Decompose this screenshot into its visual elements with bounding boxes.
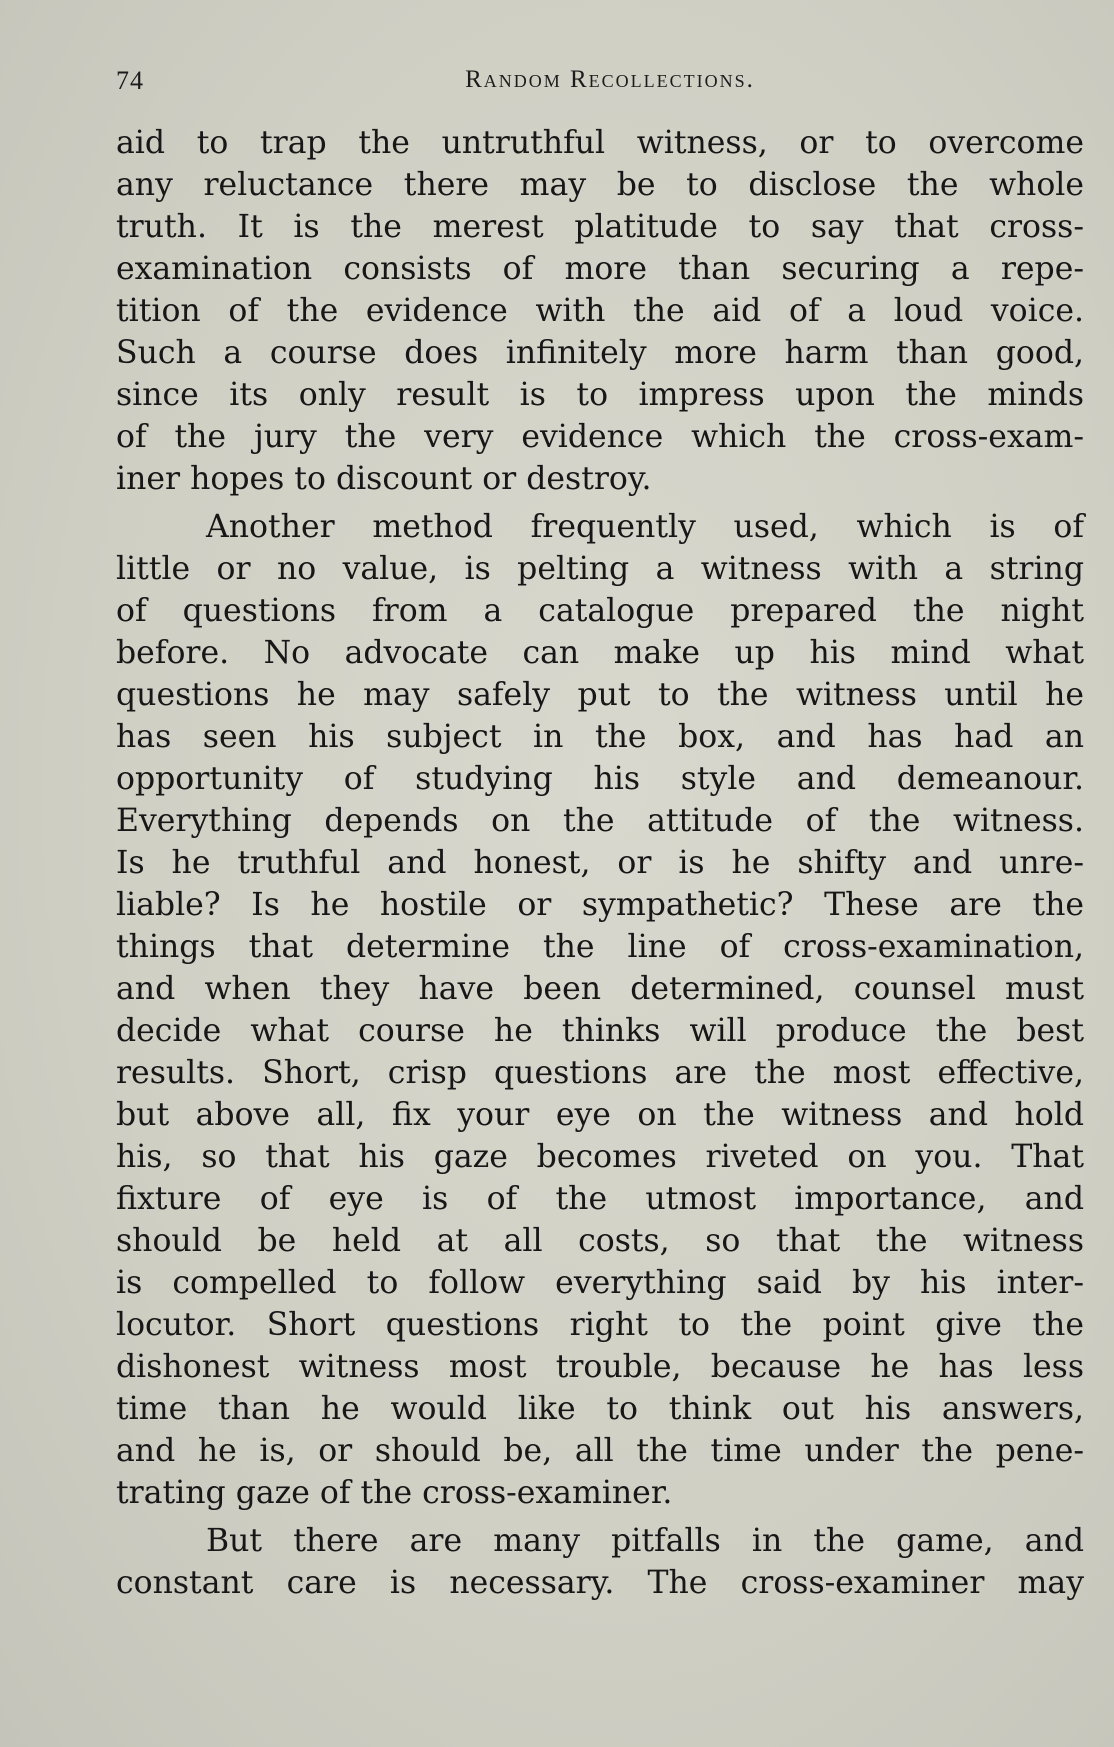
text-line: fixture of eye is of the utmost importance, and — [116, 1181, 1084, 1217]
text-line: of questions from a catalogue prepared the night — [116, 593, 1084, 629]
body-text — [116, 122, 1084, 1604]
page-header — [116, 66, 1084, 100]
text-line: before. No advocate can make up his mind what — [116, 635, 1084, 671]
text-line: is compelled to follow everything said by his inter- — [116, 1265, 1084, 1301]
text-line: decide what course he thinks will produce the best — [116, 1013, 1084, 1049]
text-line: tition of the evidence with the aid of a loud voice. — [116, 293, 1084, 329]
text-line: dishonest witness most trouble, because he has less — [116, 1349, 1084, 1385]
text-line: any reluctance there may be to disclose the whole — [116, 167, 1084, 203]
paragraph — [116, 122, 1084, 500]
text-line: should be held at all costs, so that the witness — [116, 1223, 1084, 1259]
text-line: Everything depends on the attitude of the witness. — [116, 803, 1084, 839]
text-line: questions he may safely put to the witness until he — [116, 677, 1084, 713]
text-line: of the jury the very evidence which the cross-exam- — [116, 419, 1084, 455]
text-line: since its only result is to impress upon the minds — [116, 377, 1084, 413]
text-line: locutor. Short questions right to the point give the — [116, 1307, 1084, 1343]
text-line: things that determine the line of cross-examination, — [116, 929, 1084, 965]
text-line: and he is, or should be, all the time under the pene- — [116, 1433, 1084, 1469]
text-line: time than he would like to think out his answers, — [116, 1391, 1084, 1427]
text-line: iner hopes to discount or destroy. — [116, 461, 652, 497]
paragraph — [116, 1520, 1084, 1604]
paragraph — [116, 506, 1084, 1514]
text-line: Such a course does infinitely more harm than good, — [116, 335, 1084, 371]
text-line: aid to trap the untruthful witness, or to overcome — [116, 125, 1084, 161]
text-line: his, so that his gaze becomes riveted on you. That — [116, 1139, 1084, 1175]
text-line: Another method frequently used, which is of — [206, 509, 1084, 545]
text-line: little or no value, is pelting a witness with a string — [116, 551, 1084, 587]
text-line: truth. It is the merest platitude to say that cross- — [116, 209, 1084, 245]
text-line: liable? Is he hostile or sympathetic? These are the — [116, 887, 1084, 923]
text-line: Is he truthful and honest, or is he shifty and unre- — [116, 845, 1084, 881]
text-line: examination consists of more than securing a repe- — [116, 251, 1084, 287]
text-line: opportunity of studying his style and demeanour. — [116, 761, 1084, 797]
text-line: results. Short, crisp questions are the most effective, — [116, 1055, 1084, 1091]
running-title: Random Recollections. — [465, 66, 755, 93]
text-line: and when they have been determined, counsel must — [116, 971, 1084, 1007]
text-line: but above all, fix your eye on the witness and hold — [116, 1097, 1084, 1133]
text-line: trating gaze of the cross-examiner. — [116, 1475, 673, 1511]
text-line: But there are many pitfalls in the game, and — [206, 1523, 1084, 1559]
text-line: constant care is necessary. The cross-examiner may — [116, 1565, 1084, 1601]
page-number: 74 — [116, 66, 144, 95]
text-line: has seen his subject in the box, and has had an — [116, 719, 1084, 755]
